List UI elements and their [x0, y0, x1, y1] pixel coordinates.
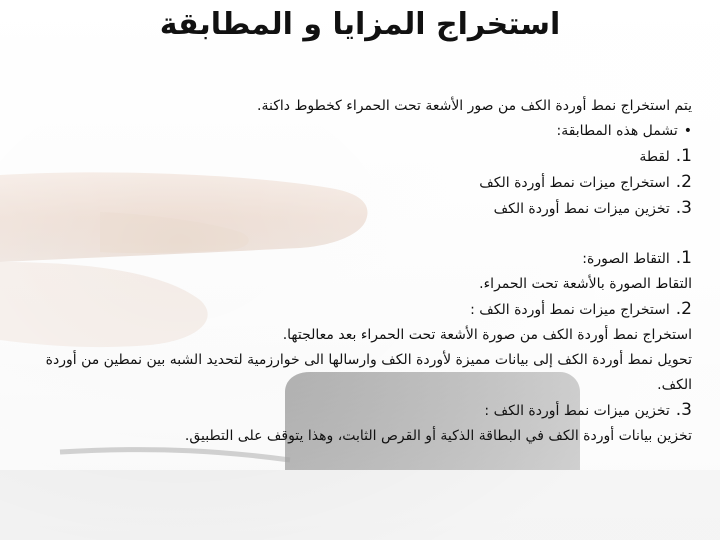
slide-title: استخراج المزايا و المطابقة — [159, 7, 561, 42]
step-number: 2. — [675, 172, 692, 192]
detail-heading — [12, 398, 692, 424]
step-text: تخزين ميزات نمط أوردة الكف — [493, 201, 670, 217]
step-text: استخراج ميزات نمط أوردة الكف — [479, 175, 670, 191]
detail-number: 1. — [675, 248, 692, 268]
detail-number: 3. — [675, 400, 692, 420]
detail-number: 2. — [675, 299, 692, 319]
bullet-text: تشمل هذه المطابقة: — [556, 123, 678, 139]
slide-content — [12, 94, 692, 449]
spacer — [12, 222, 692, 246]
intro-text: يتم استخراج نمط أوردة الكف من صور الأشعة تحت الحمراء كخطوط داكنة. — [257, 98, 692, 114]
detail-line: تخزين بيانات أوردة الكف في البطاقة الذكية أو القرص الثابت، وهذا يتوقف على التطبيق. — [184, 428, 692, 444]
detail-heading — [12, 246, 692, 272]
detail-line: تحويل نمط أوردة الكف إلى بيانات مميزة لأوردة الكف وارسالها الى خوارزمية لتحديد الشبه بين نمطين من أوردة الكف. — [45, 352, 692, 393]
step-number: 1. — [675, 146, 692, 166]
step-item — [12, 170, 692, 196]
detail-heading — [12, 297, 692, 323]
detail-heading-text: تخزين ميزات نمط أوردة الكف : — [484, 403, 670, 419]
step-text: لقطة — [639, 149, 670, 165]
detail-line: التقاط الصورة بالأشعة تحت الحمراء. — [479, 276, 692, 292]
step-item — [12, 144, 692, 170]
detail-line: استخراج نمط أوردة الكف من صورة الأشعة تحت الحمراء بعد معالجتها. — [282, 327, 692, 343]
step-number: 3. — [675, 198, 692, 218]
detail-heading-text: استخراج ميزات نمط أوردة الكف : — [470, 302, 670, 318]
step-item — [12, 196, 692, 222]
bullet-item — [12, 119, 692, 144]
detail-heading-text: التقاط الصورة: — [582, 251, 670, 267]
bullet-icon: • — [683, 123, 692, 139]
